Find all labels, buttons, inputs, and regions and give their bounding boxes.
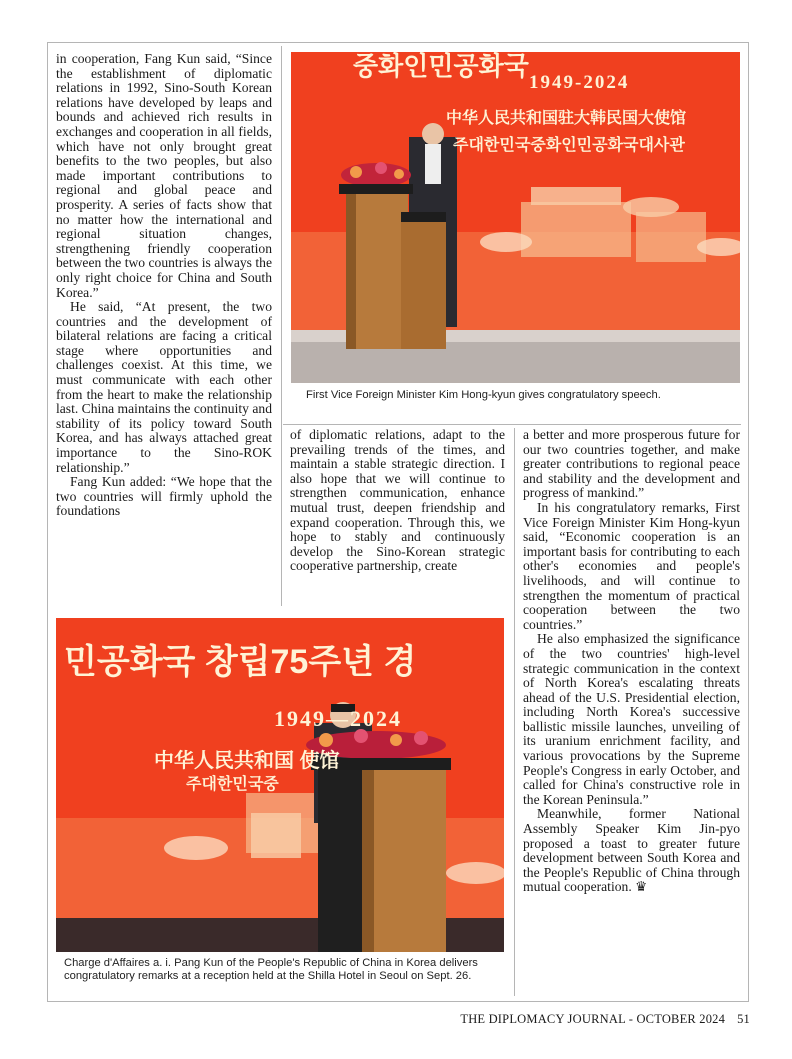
banner-korean: 주대한민국중 [186,776,279,793]
banner-korean: 주대한민국중화인민공화국대사관 [453,137,685,154]
paragraph: a better and more prosperous future for our two countries together, and make greater contributions to regional peace and stability and the development and progress of mankind.” [523,427,740,501]
photo-pang-kun-remarks [56,618,504,952]
page-footer [448,1012,750,1027]
banner-korean-top: 중화인민공화국 [353,52,529,81]
paragraph: in cooperation, Fang Kun said, “Since the establishment of diplomatic relations in 1992, Sino-South Korean relations have developed by leaps and bounds and achieved rich results in exchanges and cooperation in all fields, which have not only brought great benefits to the two peoples, but also made important contributions to regional and global peace and prosperity. A series of facts show that no matter how the international and regional situation changes, strengthening friendly cooperation between the two countries is always the only right choice for China and South Korea.” [56,51,272,300]
page-number: 51 [737,1012,750,1026]
banner-chinese: 中华人民共和国驻大韩民国大使馆 [446,110,687,127]
article-column-1 [56,52,272,519]
column-divider [281,46,282,606]
photo-2-caption: Charge d'Affaires a. i. Pang Kun of the People's Republic of China in Korea delivers congratulatory remarks at a reception held at the Shilla Hotel in Seoul on Sept. 26. [64,957,478,982]
paragraph: Fang Kun added: “We hope that the two countries will firmly uphold the foundations [56,474,272,519]
photo-1-caption: First Vice Foreign Minister Kim Hong-kyun gives congratulatory speech. [306,389,661,401]
banner-years: 1949—2024 [274,706,402,731]
article-column-3 [523,428,740,895]
banner-chinese: 中华人民共和国 使馆 [154,750,340,772]
paragraph: of diplomatic relations, adapt to the prevailing trends of the times, and maintain a stable strategic direction. I also hope that we will continue to strengthen communication, enhance mutual trust, deepen friendship and expand cooperation. Through this, we hope to stably and continuously develop the Sino-Korean strategic cooperative partnership, create [290,427,505,574]
banner-years: 1949-2024 [529,72,630,93]
paragraph: In his congratulatory remarks, First Vice Foreign Minister Kim Hong-kyun said, “Economic cooperation is an important basis for contributing to each other's economies and people's livelihoods, and will continue to strengthen the momentum of practical cooperation between the two countries.” [523,499,740,632]
photo-kim-hong-kyun-speech [291,52,740,383]
banner-korean-top: 민공화국 창립75주년 경 [64,643,417,681]
column-divider [514,428,515,996]
journal-name: THE DIPLOMACY JOURNAL - OCTOBER 2024 [460,1012,726,1026]
paragraph: He also emphasized the significance of the two countries' high-level strategic communication in the context of North Korea's escalating threats ahead of the U.S. Presidential election, including North Korea's successive ballistic missile launches, unveiling of its uranium enrichment facility, and various provocations by the Supreme People's Congress in early October, and called for China's constructive role in the Korean Peninsula.” [523,631,740,807]
caption-divider [283,424,741,425]
article-column-2 [290,428,505,574]
paragraph: Meanwhile, former National Assembly Speaker Kim Jin-pyo proposed a toast to greater future development between South Korea and the People's Republic of China through mutual cooperation. ♛ [523,806,740,895]
paragraph: He said, “At present, the two countries and the development of bilateral relations are facing a critical stage where opportunities and challenges coexist. At this time, we must communicate with each other from the heart to make the relationship last. China maintains the continuity and stability of its policy toward South Korea, and has always attached great importance to the Sino-ROK relationship.” [56,299,272,475]
speech-scene-illustration [291,52,740,383]
